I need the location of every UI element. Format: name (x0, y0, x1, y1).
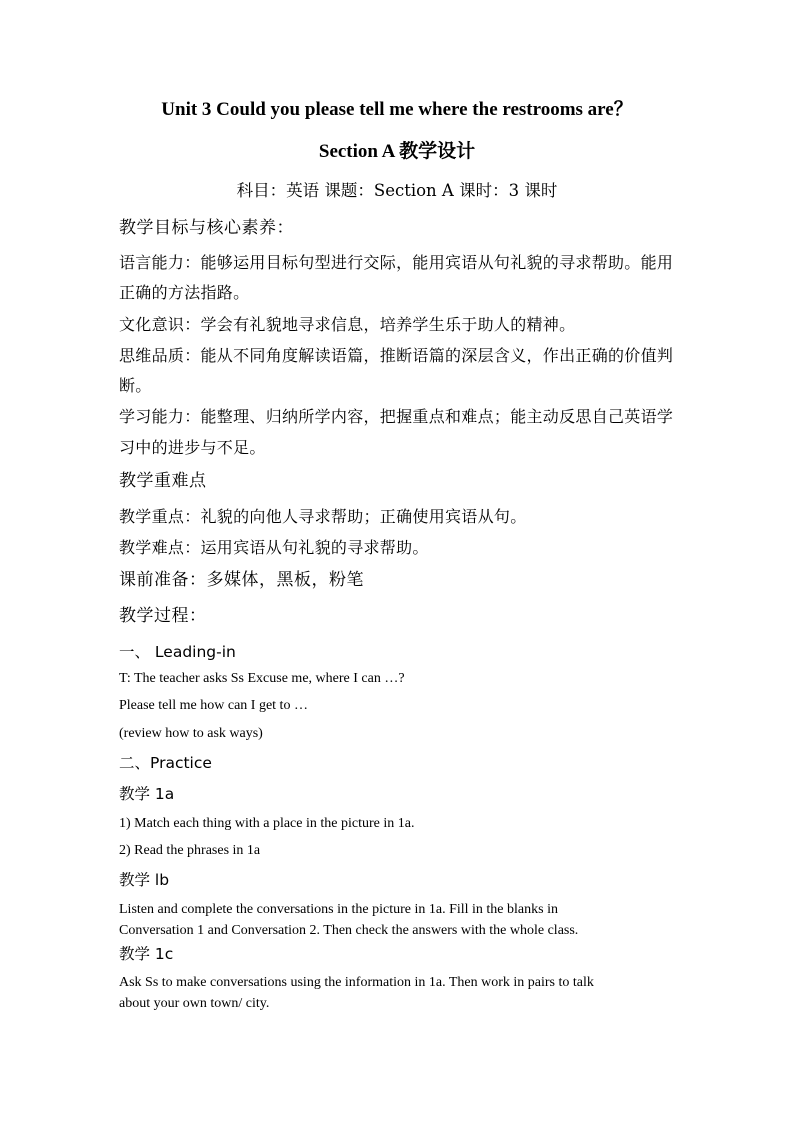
leading-in-line-2: Please tell me how can I get to … (119, 698, 308, 713)
objectives-heading: 教学目标与核心素养： (119, 218, 294, 238)
key-point-focus: 教学重点：礼貌的向他人寻求帮助；正确使用宾语从句。 (119, 507, 527, 526)
objective-learning-line-1: 学习能力：能整理、归纳所学内容，把握重点和难点；能主动反思自己英语学 (119, 407, 674, 426)
step-1a-label: 教学 1a (119, 785, 175, 803)
meta-line: 科目：英语 课题：Section A 课时：3 课时 (236, 181, 558, 200)
leading-in-line-3: (review how to ask ways) (119, 726, 263, 741)
objective-thinking-line-2: 断。 (119, 376, 152, 395)
step-1b-label: 教学 lb (119, 871, 170, 889)
key-point-difficulty: 教学难点：运用宾语从句礼貌的寻求帮助。 (119, 538, 429, 557)
step-1c-label: 教学 1c (119, 945, 174, 963)
process-heading: 教学过程： (119, 606, 207, 626)
step-1c-line-1: Ask Ss to make conversations using the information in 1a. Then work in pairs to talk (119, 975, 594, 990)
objective-thinking-line-1: 思维品质：能从不同角度解读语篇，推断语篇的深层含义，作出正确的价值判 (119, 346, 674, 365)
title-line-1: Unit 3 Could you please tell me where the restrooms are？ (161, 99, 633, 120)
step-1b-line-2: Conversation 1 and Conversation 2. Then check the answers with the whole class. (119, 923, 579, 938)
practice-label: 二、Practice (119, 754, 212, 772)
objective-learning-line-2: 习中的进步与不足。 (119, 438, 266, 457)
step-1b-line-1: Listen and complete the conversations in the picture in 1a. Fill in the blanks in (119, 902, 558, 917)
step-1a-line-2: 2) Read the phrases in 1a (119, 843, 261, 858)
preparation: 课前准备：多媒体，黑板，粉笔 (119, 570, 364, 590)
title-line-2: Section A 教学设计 (318, 141, 476, 162)
objective-culture: 文化意识：学会有礼貌地寻求信息，培养学生乐于助人的精神。 (119, 315, 576, 334)
objective-language-line-1: 语言能力：能够运用目标句型进行交际，能用宾语从句礼貌的寻求帮助。能用 (119, 253, 674, 272)
step-1c-line-2: about your own town/ city. (119, 996, 270, 1011)
leading-in-line-1: T: The teacher asks Ss Excuse me, where I can …? (119, 671, 405, 686)
key-points-heading: 教学重难点 (119, 471, 207, 491)
objective-language-line-2: 正确的方法指路。 (119, 283, 250, 302)
step-1a-line-1: 1) Match each thing with a place in the picture in 1a. (119, 816, 415, 831)
leading-in-label: 一、 Leading-in (119, 643, 236, 661)
